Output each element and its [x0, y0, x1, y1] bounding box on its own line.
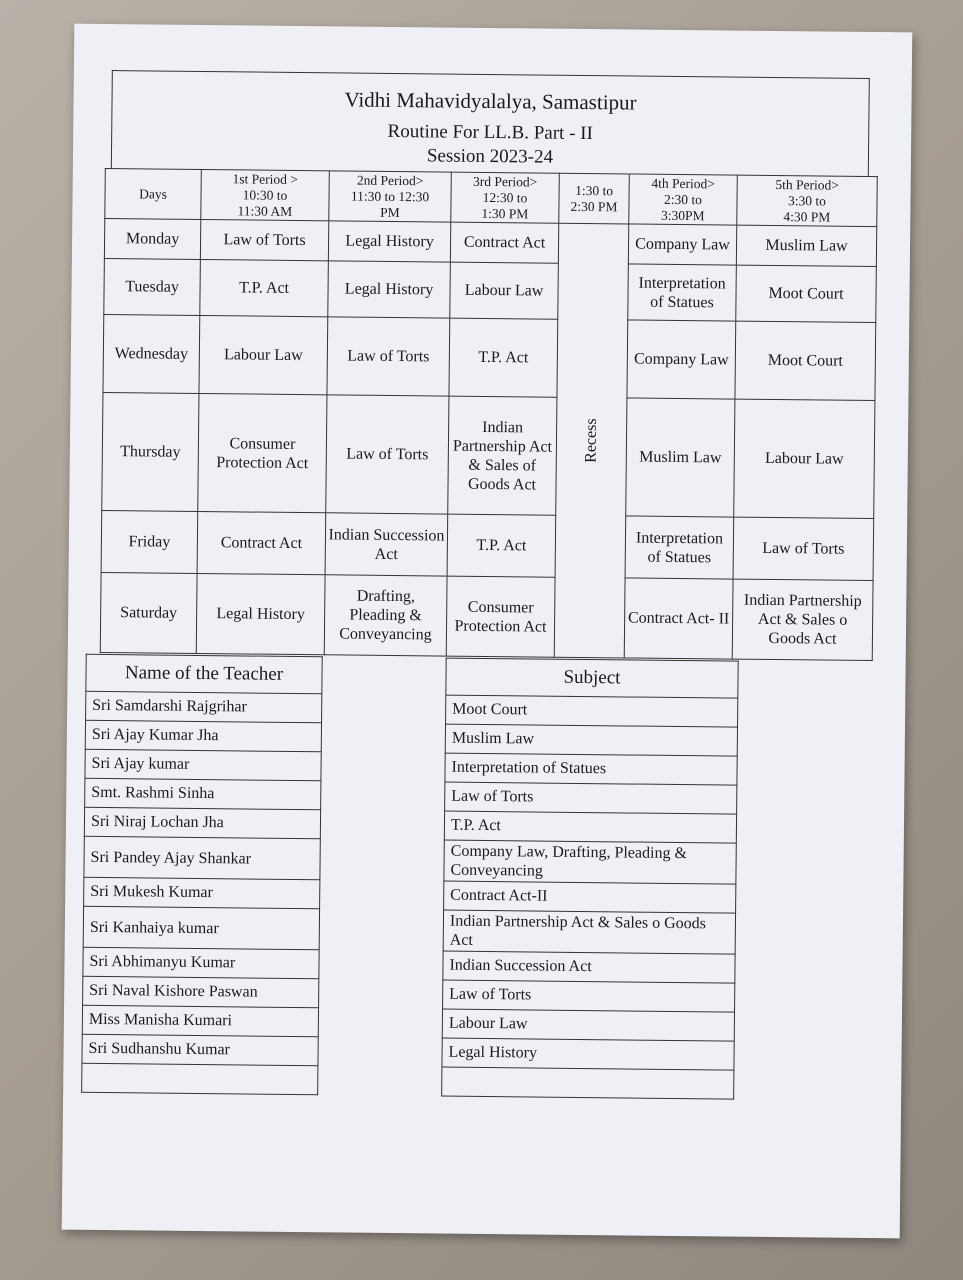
teacher-heading: Name of the Teacher: [86, 654, 322, 693]
subject-cell: Legal History: [328, 221, 450, 262]
subject-row: [442, 1009, 734, 1041]
subject-cell: Indian Partnership Act & Sales o Goods Act: [732, 579, 873, 660]
subject-cell: Labour Law: [734, 399, 875, 518]
subject-cell: Legal History: [328, 261, 451, 318]
subject-heading-row: [446, 658, 738, 698]
subject-cell: Interpretation of Statues: [625, 516, 734, 579]
routine-header-row: [105, 168, 877, 226]
subject-cell: Indian Succession Act: [325, 513, 448, 576]
teacher-row: [84, 807, 320, 838]
subject-cell: Drafting, Pleading & Conveyancing: [324, 575, 447, 656]
subject-row: [445, 753, 737, 785]
subject-cell: Company Law: [627, 320, 736, 399]
subject-row: [445, 782, 737, 814]
teacher-row: [82, 1034, 318, 1065]
subject-cell: Muslim Law: [736, 225, 876, 266]
subject-row: [443, 910, 735, 954]
day-cell: Wednesday: [103, 314, 200, 393]
teacher-name: Sri Niraj Lochan Jha: [84, 807, 320, 838]
teacher-name: Sri Mukesh Kumar: [84, 877, 320, 908]
teacher-row: [83, 906, 319, 949]
teacher-row: [85, 749, 321, 780]
period-3-header: 3rd Period> 12:30 to 1:30 PM: [451, 172, 560, 223]
subject-name: Contract Act-II: [444, 881, 736, 913]
teacher-row: [85, 778, 321, 809]
subject-row: [444, 840, 736, 884]
subject-cell: Moot Court: [735, 321, 876, 400]
subject-row: [446, 695, 738, 727]
subject-name: Law of Torts: [445, 782, 737, 814]
subject-name: Muslim Law: [445, 724, 737, 756]
subject-cell: Law of Torts: [326, 395, 449, 514]
header-box: [111, 70, 870, 177]
subject-name: Interpretation of Statues: [445, 753, 737, 785]
day-cell: Tuesday: [104, 258, 201, 315]
teacher-row: [85, 720, 321, 751]
subject-cell: Consumer Protection Act: [198, 393, 327, 512]
subject-row: [444, 811, 736, 843]
subject-name: Indian Succession Act: [443, 951, 735, 983]
teacher-row: [84, 877, 320, 908]
teacher-table: [81, 654, 323, 1095]
subject-row: [444, 881, 736, 913]
subject-heading: Subject: [446, 658, 738, 698]
subject-cell: T.P. Act: [449, 318, 558, 397]
subject-row: [445, 724, 737, 756]
teacher-row: [83, 976, 319, 1007]
day-cell: Friday: [101, 510, 198, 573]
teacher-name: Sri Abhimanyu Kumar: [83, 947, 319, 978]
subject-name: Legal History: [442, 1038, 734, 1070]
subject-cell: Company Law: [628, 224, 736, 265]
teacher-name: Sri Naval Kishore Paswan: [83, 976, 319, 1007]
routine-table: [100, 168, 878, 661]
recess-label: Recess: [582, 418, 601, 463]
day-cell: Thursday: [102, 392, 199, 511]
subject-name: Moot Court: [446, 695, 738, 727]
subject-cell: Law of Torts: [733, 517, 874, 580]
subject-cell: T.P. Act: [200, 259, 329, 316]
subject-table: [441, 658, 739, 1100]
subject-row: [442, 1038, 734, 1070]
routine-row-wednesday: [103, 314, 876, 400]
teacher-name: Sri Sudhanshu Kumar: [82, 1034, 318, 1065]
subject-cell: Moot Court: [736, 265, 877, 322]
days-header: Days: [105, 168, 202, 219]
subject-cell: Interpretation of Statues: [628, 264, 737, 321]
subject-cell: T.P. Act: [447, 514, 556, 577]
period-1-header: 1st Period > 10:30 to 11:30 AM: [201, 169, 330, 220]
teacher-heading-row: [86, 654, 322, 693]
subject-cell: Consumer Protection Act: [446, 576, 555, 657]
paper-sheet: [62, 24, 913, 1239]
subject-name: Law of Torts: [443, 980, 735, 1012]
subject-name: Labour Law: [442, 1009, 734, 1041]
period-2-header: 2nd Period> 11:30 to 12:30 PM: [329, 171, 452, 222]
subject-name: Company Law, Drafting, Pleading & Conveyancing: [444, 840, 736, 884]
subject-cell: Labour Law: [199, 315, 328, 394]
subject-row-empty: [442, 1067, 734, 1099]
routine-row-thursday: [102, 392, 875, 518]
teacher-name: Sri Ajay kumar: [85, 749, 321, 780]
subject-row: [443, 951, 735, 983]
empty-cell: [82, 1063, 318, 1094]
subject-name: T.P. Act: [444, 811, 736, 843]
recess-time-header: 1:30 to 2:30 PM: [559, 173, 630, 224]
period-5-header: 5th Period> 3:30 to 4:30 PM: [737, 175, 878, 226]
subject-cell: Law of Torts: [200, 219, 328, 260]
routine-row-saturday: [100, 572, 873, 660]
subject-row: [443, 980, 735, 1012]
subject-name: Indian Partnership Act & Sales o Goods Act: [443, 910, 735, 954]
period-4-header: 4th Period> 2:30 to 3:30PM: [629, 174, 738, 225]
teacher-row: [86, 691, 322, 722]
college-name: Vidhi Mahavidyalalya, Samastipur: [344, 87, 637, 115]
recess-cell: [554, 223, 629, 658]
routine-title: Routine For LL.B. Part - II: [387, 120, 593, 145]
teacher-name: Miss Manisha Kumari: [82, 1005, 318, 1036]
subject-cell: Contract Act: [450, 222, 558, 263]
day-cell: Saturday: [100, 572, 197, 653]
subject-cell: Legal History: [196, 573, 325, 654]
subject-cell: Law of Torts: [327, 317, 450, 396]
teacher-name: Sri Pandey Ajay Shankar: [84, 836, 320, 879]
teacher-name: Smt. Rashmi Sinha: [85, 778, 321, 809]
day-cell: Monday: [104, 218, 200, 259]
teacher-name: Sri Kanhaiya kumar: [83, 906, 319, 949]
routine-row-friday: [101, 510, 874, 580]
routine-row-tuesday: [104, 258, 877, 322]
subject-cell: Contract Act- II: [624, 578, 733, 659]
session-title: Session 2023-24: [426, 145, 554, 168]
subject-cell: Muslim Law: [626, 398, 735, 517]
subject-cell: Indian Partnership Act & Sales of Goods Act: [448, 396, 557, 515]
teacher-row: [83, 947, 319, 978]
empty-cell: [442, 1067, 734, 1099]
teacher-row-empty: [82, 1063, 318, 1094]
teacher-row: [82, 1005, 318, 1036]
teacher-name: Sri Samdarshi Rajgrihar: [86, 691, 322, 722]
teacher-name: Sri Ajay Kumar Jha: [85, 720, 321, 751]
subject-cell: Contract Act: [197, 511, 326, 574]
teacher-row: [84, 836, 320, 879]
subject-cell: Labour Law: [450, 262, 559, 319]
